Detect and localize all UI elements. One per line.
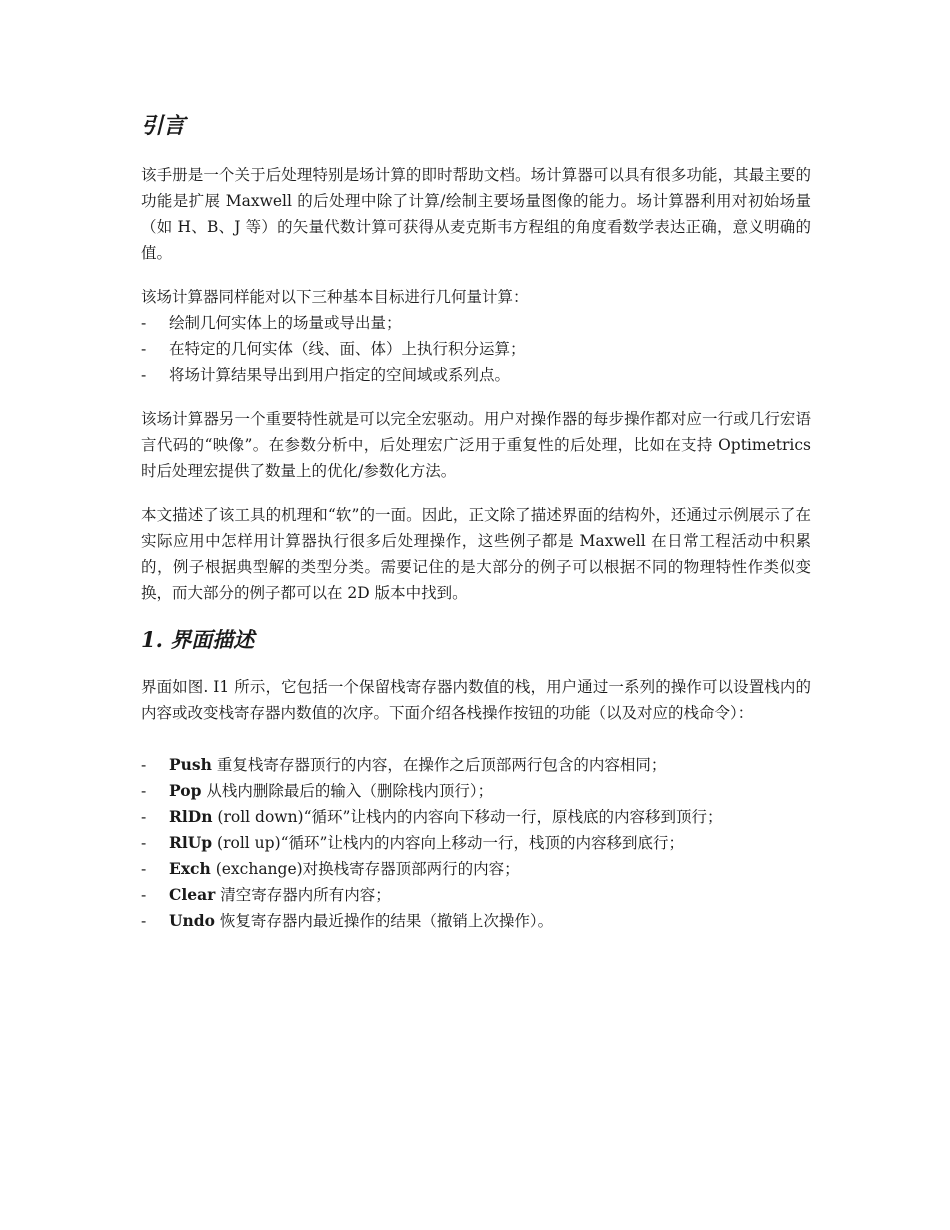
dash-marker: - — [141, 834, 147, 852]
operation-desc: 清空寄存器内所有内容； — [215, 886, 391, 904]
intro-paragraph: 该手册是一个关于后处理特别是场计算的即时帮助文档。场计算器可以具有很多功能，其最主要的功能是扩展 Maxwell 的后处理中除了计算/绘制主要场量图像的能力。场计算器利用对初始场量（如 H、B、J 等）的矢量代数计算可获得从麦克斯韦方程组的角度看数学表达正确，意义明确的值。 — [141, 166, 811, 262]
operation-desc: (roll down)“循环”让栈内的内容向下移动一行，原栈底的内容移到顶行； — [212, 808, 723, 826]
dash-marker: - — [141, 340, 147, 358]
list-item — [141, 908, 811, 934]
operation-term: RlDn — [169, 807, 213, 826]
operation-term: Undo — [169, 911, 215, 930]
list-item: - 绘制几何实体上的场量或导出量； — [141, 310, 811, 336]
section-paragraph: 界面如图. I1 所示，它包括一个保留栈寄存器内数值的栈，用户通过一系列的操作可以设置栈内的内容或改变栈寄存器内数值的次序。下面介绍各栈操作按钮的功能（以及对应的栈命令）： — [141, 678, 811, 722]
dash-marker: - — [141, 314, 147, 332]
operation-desc: 重复栈寄存器顶行的内容，在操作之后顶部两行包含的内容相同； — [211, 756, 667, 774]
list-item — [141, 752, 811, 778]
stack-operations-list — [141, 752, 811, 934]
operation-desc: 从栈内删除最后的输入（删除栈内顶行）； — [201, 782, 494, 800]
page-title: 引言 — [141, 113, 186, 139]
list-item — [141, 830, 811, 856]
dash-marker: - — [141, 756, 147, 774]
operation-desc: (roll up)“循环”让栈内的内容向上移动一行，栈顶的内容移到底行； — [212, 834, 684, 852]
operation-term: Pop — [169, 781, 202, 800]
document-body — [141, 108, 811, 952]
list-item — [141, 778, 811, 804]
list-item: - 将场计算结果导出到用户指定的空间域或系列点。 — [141, 362, 811, 388]
goals-list — [141, 310, 811, 388]
dash-marker: - — [141, 808, 147, 826]
dash-marker: - — [141, 860, 147, 878]
operation-term: Push — [169, 755, 212, 774]
macro-paragraph: 该场计算器另一个重要特性就是可以完全宏驱动。用户对操作器的每步操作都对应一行或几行宏语言代码的“映像”。在参数分析中，后处理宏广泛用于重复性的后处理，比如在支持 Optimetrics 时后处理宏提供了数量上的优化/参数化方法。 — [141, 410, 811, 480]
operation-term: Exch — [169, 859, 211, 878]
dash-marker: - — [141, 886, 147, 904]
list-item — [141, 804, 811, 830]
dash-marker: - — [141, 366, 147, 384]
list-item — [141, 856, 811, 882]
operation-term: Clear — [169, 885, 216, 904]
spacer — [141, 744, 811, 752]
operation-desc: (exchange)对换栈寄存器顶部两行的内容； — [210, 860, 520, 878]
operation-term: RlUp — [169, 833, 213, 852]
dash-marker: - — [141, 782, 147, 800]
list-item — [141, 882, 811, 908]
list-item: - 在特定的几何实体（线、面、体）上执行积分运算； — [141, 336, 811, 362]
dash-marker: - — [141, 912, 147, 930]
overview-paragraph: 本文描述了该工具的机理和“软”的一面。因此，正文除了描述界面的结构外，还通过示例展示了在实际应用中怎样用计算器执行很多后处理操作，这些例子都是 Maxwell 在日常工程活动中积累的，例子根据典型解的类型分类。需要记住的是大部分的例子可以根据不同的物理特性作类似变换，而大部分的例子都可以在 2D 版本中找到。 — [141, 506, 811, 602]
goals-intro-paragraph: 该场计算器同样能对以下三种基本目标进行几何量计算： — [141, 288, 529, 306]
section-heading: 1. 界面描述 — [141, 627, 255, 652]
operation-desc: 恢复寄存器内最近操作的结果（撤销上次操作）。 — [214, 912, 554, 930]
